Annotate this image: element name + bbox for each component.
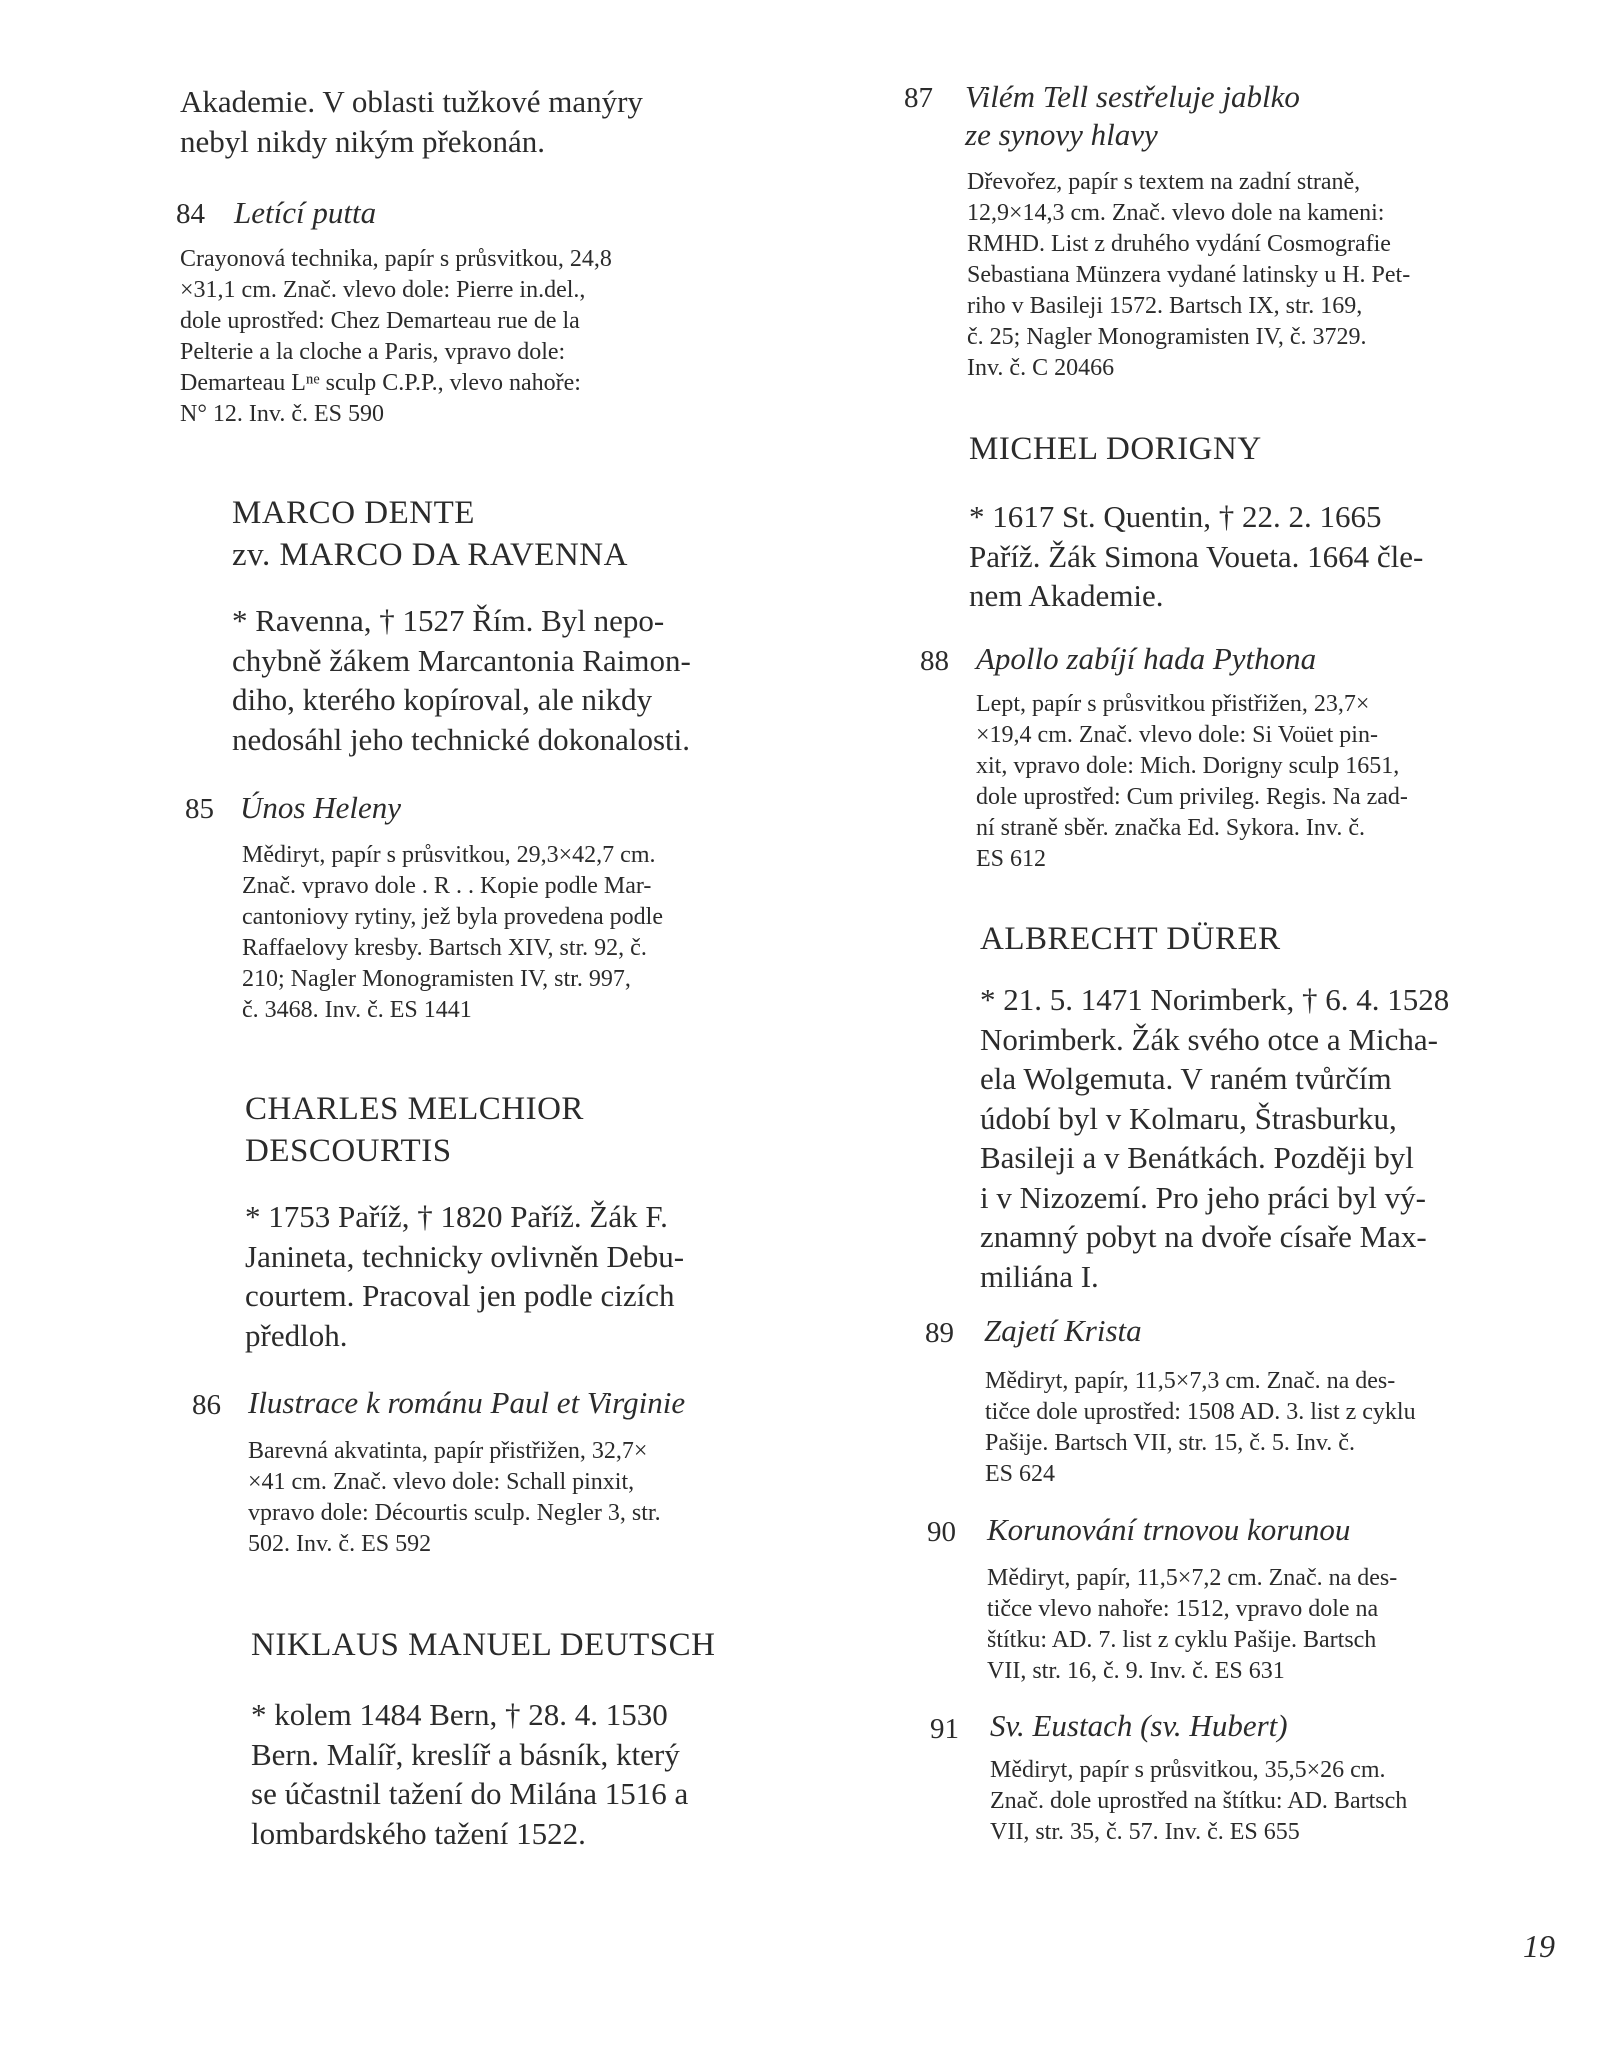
text-line: nebyl nikdy nikým překonán. [180, 123, 546, 159]
text-line: Mědiryt, papír, 11,5×7,2 cm. Znač. na des- [987, 1565, 1398, 1591]
artist-heading-durer [980, 918, 1555, 960]
text-line: dole uprostřed: Chez Demarteau rue de la [180, 308, 580, 334]
entry-desc-91 [990, 1755, 1555, 1848]
text-line: Dřevořez, papír s textem na zadní straně, [967, 169, 1361, 195]
text-line: Lept, papír s průsvitkou přistřižen, 23,7× [976, 691, 1370, 717]
text-line: chybně žákem Marcantonia Raimon- [232, 642, 691, 678]
text-line: štítku: AD. 7. list z cyklu Pašije. Bartsch [987, 1627, 1377, 1653]
text-line: Akademie. V oblasti tužkové manýry [180, 84, 643, 119]
page-number: 19 [1523, 1928, 1555, 1964]
text-line: Znač. vpravo dole . R . . Kopie podle Mar- [242, 873, 652, 899]
text-line: RMHD. List z druhého vydání Cosmografie [967, 231, 1391, 257]
artist-heading-dente [232, 492, 820, 576]
text-line: Demarteau Lⁿᵉ sculp C.P.P., vlevo nahoře: [180, 370, 581, 396]
text-line: nedosáhl jeho technické dokonalosti. [232, 721, 690, 757]
artist-bio-deutsch [251, 1695, 820, 1853]
text-line: MARCO DENTE [232, 495, 475, 531]
entry-number-86: 86 [192, 1389, 221, 1421]
text-line: ES 612 [976, 846, 1047, 872]
text-line: ×31,1 cm. Znač. vlevo dole: Pierre in.del., [180, 277, 586, 303]
text-line: VII, str. 35, č. 57. Inv. č. ES 655 [990, 1819, 1300, 1845]
entry-title-91: Sv. Eustach (sv. Hubert) [990, 1708, 1288, 1743]
entry-number-88: 88 [920, 645, 949, 677]
entry-number-90: 90 [927, 1516, 956, 1548]
text-line: xit, vpravo dole: Mich. Dorigny sculp 1651, [976, 753, 1400, 779]
entry-desc-90 [987, 1563, 1555, 1687]
artist-heading-dorigny [969, 428, 1555, 470]
text-line: ×19,4 cm. Znač. vlevo dole: Si Voüet pin- [976, 722, 1378, 748]
text-line: ní straně sběr. značka Ed. Sykora. Inv. č. [976, 815, 1365, 841]
text-line: MICHEL DORIGNY [969, 431, 1262, 467]
entry-desc-84 [180, 244, 820, 430]
entry-title-88: Apollo zabíjí hada Pythona [976, 641, 1317, 676]
text-line: riho v Basileji 1572. Bartsch IX, str. 169, [967, 293, 1363, 319]
text-line: Mědiryt, papír, 11,5×7,3 cm. Znač. na des- [985, 1368, 1396, 1394]
text-line: Bern. Malíř, kreslíř a básník, který [251, 1736, 680, 1772]
text-line: Pelterie a la cloche a Paris, vpravo dole: [180, 339, 566, 365]
entry-title-90: Korunování trnovou korunou [987, 1512, 1351, 1547]
entry-desc-87 [967, 167, 1555, 384]
text-line: VII, str. 16, č. 9. Inv. č. ES 631 [987, 1658, 1285, 1684]
text-line: 210; Nagler Monogramisten IV, str. 997, [242, 966, 631, 992]
text-line: * Ravenna, † 1527 Řím. Byl nepo- [232, 603, 665, 638]
text-line: Paříž. Žák Simona Voueta. 1664 čle- [969, 538, 1424, 574]
text-line: * 1617 St. Quentin, † 22. 2. 1665 [969, 499, 1382, 534]
entry-title-84: Letící putta [234, 195, 377, 230]
artist-bio-descourtis [245, 1197, 820, 1355]
text-line: ALBRECHT DÜRER [980, 921, 1281, 957]
text-line: Barevná akvatinta, papír přistřižen, 32,7× [248, 1438, 648, 1464]
text-line: zv. MARCO DA RAVENNA [232, 537, 628, 573]
text-line: ×41 cm. Znač. vlevo dole: Schall pinxit, [248, 1469, 635, 1495]
text-line: se účastnil tažení do Milána 1516 a [251, 1776, 689, 1811]
text-line: ze synovy hlavy [965, 117, 1158, 152]
text-line: NIKLAUS MANUEL DEUTSCH [251, 1627, 716, 1663]
text-line: 12,9×14,3 cm. Znač. vlevo dole na kameni: [967, 200, 1385, 226]
text-line: znamný pobyt na dvoře císaře Max- [980, 1219, 1427, 1254]
text-line: Raffaelovy kresby. Bartsch XIV, str. 92, č. [242, 935, 647, 961]
text-line: i v Nizozemí. Pro jeho práci byl vý- [980, 1179, 1426, 1215]
artist-bio-durer [980, 980, 1555, 1296]
text-line: ela Wolgemuta. V raném tvůrčím [980, 1061, 1392, 1096]
text-line: Pašije. Bartsch VII, str. 15, č. 5. Inv. č. [985, 1430, 1355, 1456]
entry-number-91: 91 [930, 1713, 959, 1745]
text-line: Mědiryt, papír s průsvitkou, 35,5×26 cm. [990, 1757, 1386, 1783]
text-line: Mědiryt, papír s průsvitkou, 29,3×42,7 cm. [242, 842, 656, 868]
text-line: tičce vlevo nahoře: 1512, vpravo dole na [987, 1596, 1379, 1622]
entry-title-89: Zajetí Krista [984, 1313, 1142, 1348]
text-line: nem Akademie. [969, 578, 1164, 613]
artist-heading-descourtis [245, 1088, 820, 1172]
text-line: Inv. č. C 20466 [967, 355, 1115, 381]
entry-number-89: 89 [925, 1317, 954, 1349]
entry-desc-86 [248, 1436, 820, 1560]
text-line: miliána I. [980, 1258, 1099, 1294]
text-line: cantoniovy rytiny, jež byla provedena podle [242, 904, 663, 930]
text-line: vpravo dole: Décourtis sculp. Negler 3, str. [248, 1500, 661, 1526]
entry-desc-88 [976, 689, 1555, 875]
text-line: ES 624 [985, 1461, 1056, 1487]
artist-bio-dente [232, 601, 820, 759]
text-line: Znač. dole uprostřed na štítku: AD. Bartsch [990, 1788, 1408, 1814]
intro-text [180, 82, 820, 161]
entry-title-87 [965, 78, 1300, 154]
text-line: N° 12. Inv. č. ES 590 [180, 401, 385, 427]
text-line: předloh. [245, 1317, 348, 1353]
entry-number-87: 87 [904, 82, 933, 114]
entry-desc-85 [242, 840, 820, 1026]
text-line: dole uprostřed: Cum privileg. Regis. Na zad- [976, 784, 1408, 810]
text-line: Janineta, technicky ovlivněn Debu- [245, 1238, 685, 1274]
text-line: lombardského tažení 1522. [251, 1815, 586, 1851]
text-line: údobí byl v Kolmaru, Štrasburku, [980, 1100, 1397, 1136]
entry-title-86: Ilustrace k románu Paul et Virginie [248, 1385, 686, 1420]
text-line: courtem. Pracoval jen podle cizích [245, 1278, 675, 1313]
entry-number-85: 85 [185, 793, 214, 825]
text-line: diho, kterého kopíroval, ale nikdy [232, 682, 653, 717]
text-line: Crayonová technika, papír s průsvitkou, 24,8 [180, 246, 612, 272]
text-line: Basileji a v Benátkách. Později byl [980, 1140, 1414, 1175]
artist-bio-dorigny [969, 497, 1555, 616]
text-line: * 21. 5. 1471 Norimberk, † 6. 4. 1528 [980, 982, 1450, 1017]
text-line: Norimberk. Žák svého otce a Micha- [980, 1021, 1438, 1057]
text-line: Sebastiana Münzera vydané latinsky u H. Pet- [967, 262, 1411, 288]
text-line: * kolem 1484 Bern, † 28. 4. 1530 [251, 1697, 668, 1732]
text-line: 502. Inv. č. ES 592 [248, 1531, 432, 1557]
text-line: CHARLES MELCHIOR [245, 1091, 584, 1127]
text-line: č. 3468. Inv. č. ES 1441 [242, 997, 472, 1023]
text-line: DESCOURTIS [245, 1133, 452, 1169]
entry-title-85: Únos Heleny [240, 790, 401, 825]
text-line: č. 25; Nagler Monogramisten IV, č. 3729. [967, 324, 1367, 350]
entry-desc-89 [985, 1366, 1555, 1490]
text-line: tičce dole uprostřed: 1508 AD. 3. list z cyklu [985, 1399, 1416, 1425]
text-line: Vilém Tell sestřeluje jablko [965, 79, 1300, 114]
entry-number-84: 84 [176, 198, 205, 230]
artist-heading-deutsch [251, 1624, 820, 1666]
text-line: * 1753 Paříž, † 1820 Paříž. Žák F. [245, 1199, 668, 1234]
